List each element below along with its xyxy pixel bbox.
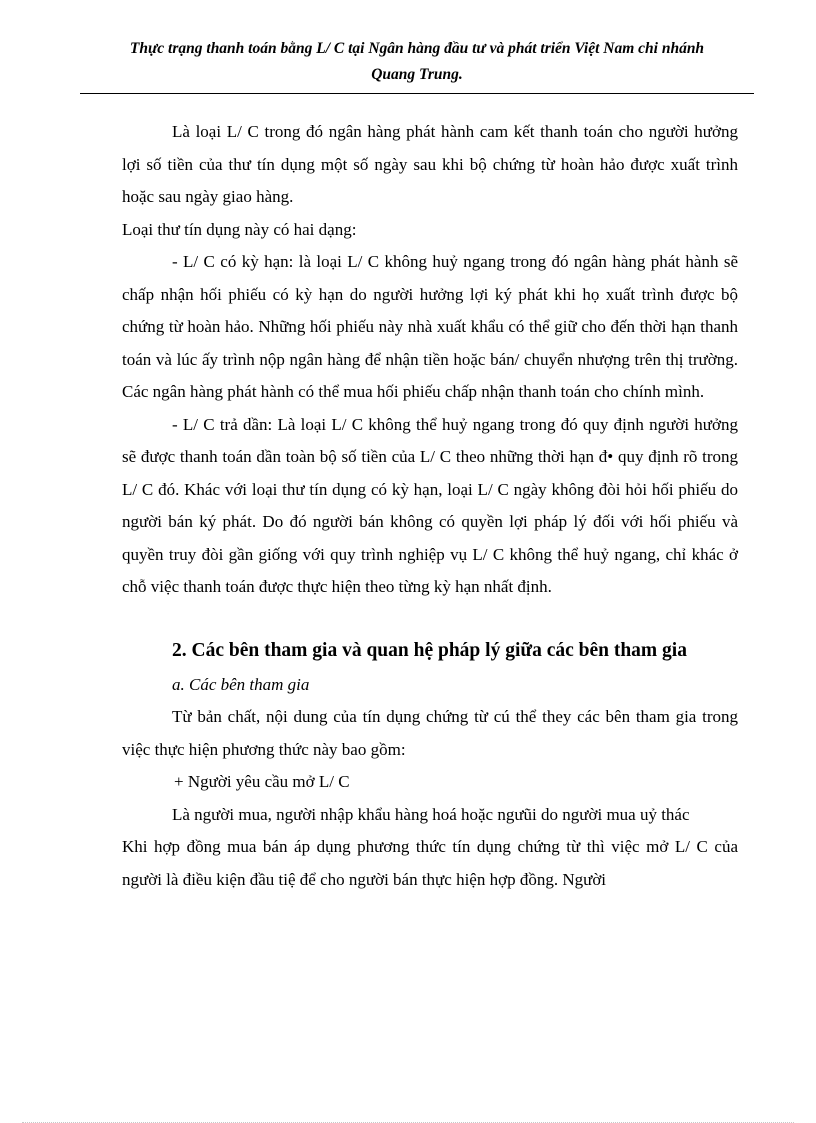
document-body [122,116,738,896]
paragraph-two-types: Loại thư tín dụng này có hai dạng: [122,219,357,239]
section-spacer [122,604,738,633]
running-header [80,36,754,88]
running-header-line-1: Thực trạng thanh toán bằng L/ C tại Ngân hàng đầu tư và phát triển Việt Nam chi nhánh [129,40,705,57]
section-heading: 2. Các bên tham gia và quan hệ pháp lý giữa các bên tham gia [172,639,687,661]
paragraph-contract: Khi hợp đồng mua bán áp dụng phương thức tín dụng chứng từ thì việc mở L/ C của người là điều kiện đầu tiệ để cho người bán thực hiện hợp đồng. Người [122,837,738,889]
paragraph-installment-lc: - L/ C trả dần: Là loại L/ C không thể huỷ ngang trong đó quy định người hưởng sẽ được thanh toán dần toàn bộ số tiền của L/ C theo những thời hạn đ• quy định rõ trong L/ C đó. Khác với loại thư tín dụng có kỳ hạn, loại L/ C ngày không đòi hỏi hối phiếu do người bán ký phát. Do đó người bán không có quyền lợi pháp lý đối với hối phiếu và quyền truy đòi gần giống với quy trình nghiệp vụ L/ C không thể huỷ ngang, chỉ khác ở chỗ việc thanh toán được thực hiện theo từng kỳ hạn nhất định. [122,414,738,596]
paragraph-applicant-def: Là người mua, người nhập khẩu hàng hoá hoặc ngưũi do người mua uỷ thác [172,804,690,824]
list-item-applicant: + Người yêu cầu mở L/ C [174,772,350,791]
paragraph-parties-intro: Từ bản chất, nội dung của tín dụng chứng từ cú thể they các bên tham gia trong việc thực hiện phương thức này bao gồm: [122,707,738,759]
paragraph-usance-lc: - L/ C có kỳ hạn: là loại L/ C không huỷ ngang trong đó ngân hàng phát hành sẽ chấp nhận hối phiếu có kỳ hạn do người hưởng lợi ký phát khi họ xuất trình được bộ chứng từ hoàn hảo. Những hối phiếu này nhà xuất khẩu có thể giữ cho đến thời hạn thanh toán và lúc ấy trình nộp ngân hàng để nhận tiền hoặc bán/ chuyển nhượng trên thị trường. Các ngân hàng phát hành có thể mua hối phiếu chấp nhận thanh toán cho chính mình. [122,252,738,401]
sub-heading: a. Các bên tham gia [172,674,310,694]
running-header-line-2: Quang Trung. [371,66,463,83]
paragraph-deferred-lc: Là loại L/ C trong đó ngân hàng phát hành cam kết thanh toán cho người hưởng lợi số tiền của thư tín dụng một số ngày sau khi bộ chứng từ hoàn hảo được xuất trình hoặc sau ngày giao hàng. [122,122,738,206]
header-divider [80,93,754,94]
